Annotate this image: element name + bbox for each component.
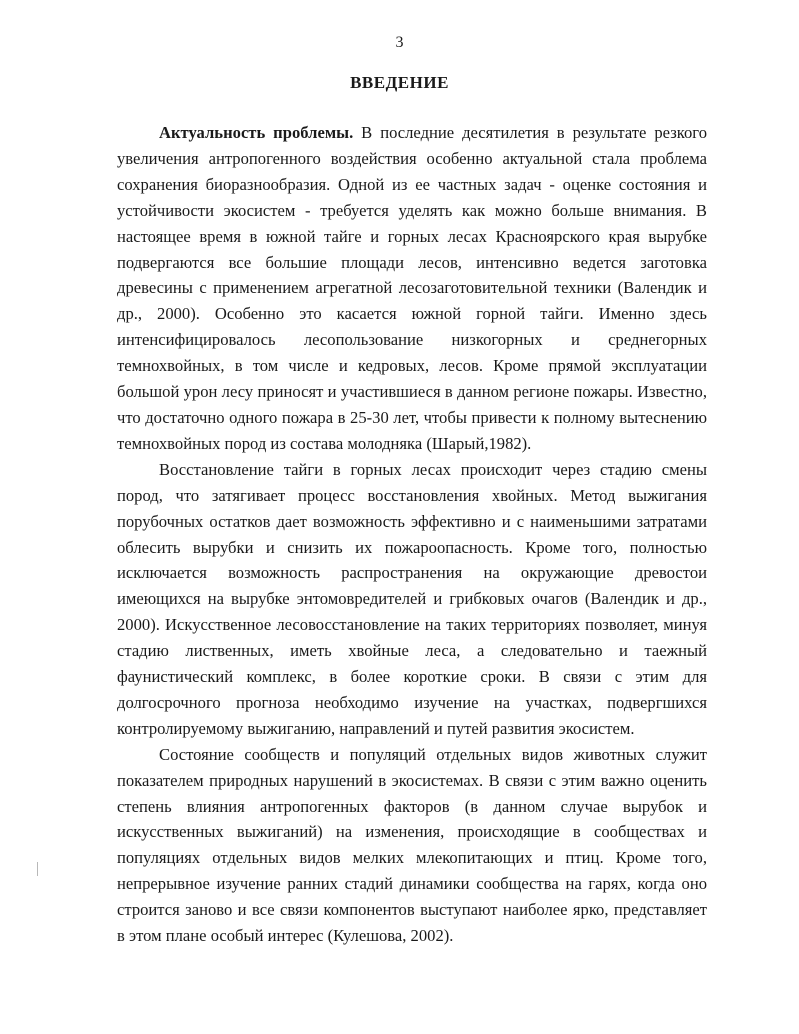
paragraph-lead: Актуальность проблемы. xyxy=(159,123,354,142)
document-body xyxy=(117,120,707,949)
paragraph-communities: Состояние сообществ и популяций отдельных видов животных служит показателем природных нарушений в экосистемах. В связи с этим важно оценить степень влияния антропогенных факторов (в данном случае вырубок и искусственных выжиганий) на изменения, происходящие в сообществах и популяциях отдельных видов мелких млекопитающих и птиц. Кроме того, непрерывное изучение ранних стадий динамики сообщества на гарях, когда оно строится заново и все связи компонентов выступают наиболее ярко, представляет в этом плане особый интерес (Кулешова, 2002). xyxy=(117,744,707,946)
margin-mark xyxy=(37,862,38,876)
paragraph-relevance xyxy=(117,120,707,457)
paragraph-text: В последние десятилетия в результате резкого увеличения антропогенного воздействия особенно актуальной стала проблема сохранения биоразнообразия. Одной из ее частных задач - оценке состояния и устойчивости экосистем - требуется уделять как можно больше внимания. В настоящее время в южной тайге и горных лесах Красноярского края вырубке подвергаются все большие площади лесов, интенсивно ведется заготовка древесины с применением агрегатной лесозаготовительной техники (Валендик и др., 2000). Особенно это касается южной горной тайги. Именно здесь интенсифицировалось лесопользование низкогорных и среднегорных темнохвойных, в том числе и кедровых, лесов. Кроме прямой эксплуатации большой урон лесу приносят и участившиеся в данном регионе пожары. Известно, что достаточно одного пожара в 25-30 лет, чтобы привести к полному вытеснению темнохвойных пород из состава молодняка (Шарый,1982). xyxy=(117,123,707,453)
page-number: 3 xyxy=(395,34,404,51)
paragraph-restoration: Восстановление тайги в горных лесах происходит через стадию смены пород, что затягивает процесс восстановления хвойных. Метод выжигания порубочных остатков дает возможность эффективно и с наименьшими затратами облесить вырубки и снизить их пожароопасность. Кроме того, полностью исключается возможность распространения на окружающие древостои имеющихся на вырубке энтомовредителей и грибковых очагов (Валендик и др., 2000). Искусственное лесовосстановление на таких территориях позволяет, минуя стадию лиственных, иметь хвойные леса, а следовательно и таежный фаунистический комплекс, в более короткие сроки. В связи с этим для долгосрочного прогноза необходимо изучение на участках, подвергшихся контролируемому выжиганию, направлений и путей развития экосистем. xyxy=(117,459,707,738)
section-heading: ВВЕДЕНИЕ xyxy=(350,73,449,92)
